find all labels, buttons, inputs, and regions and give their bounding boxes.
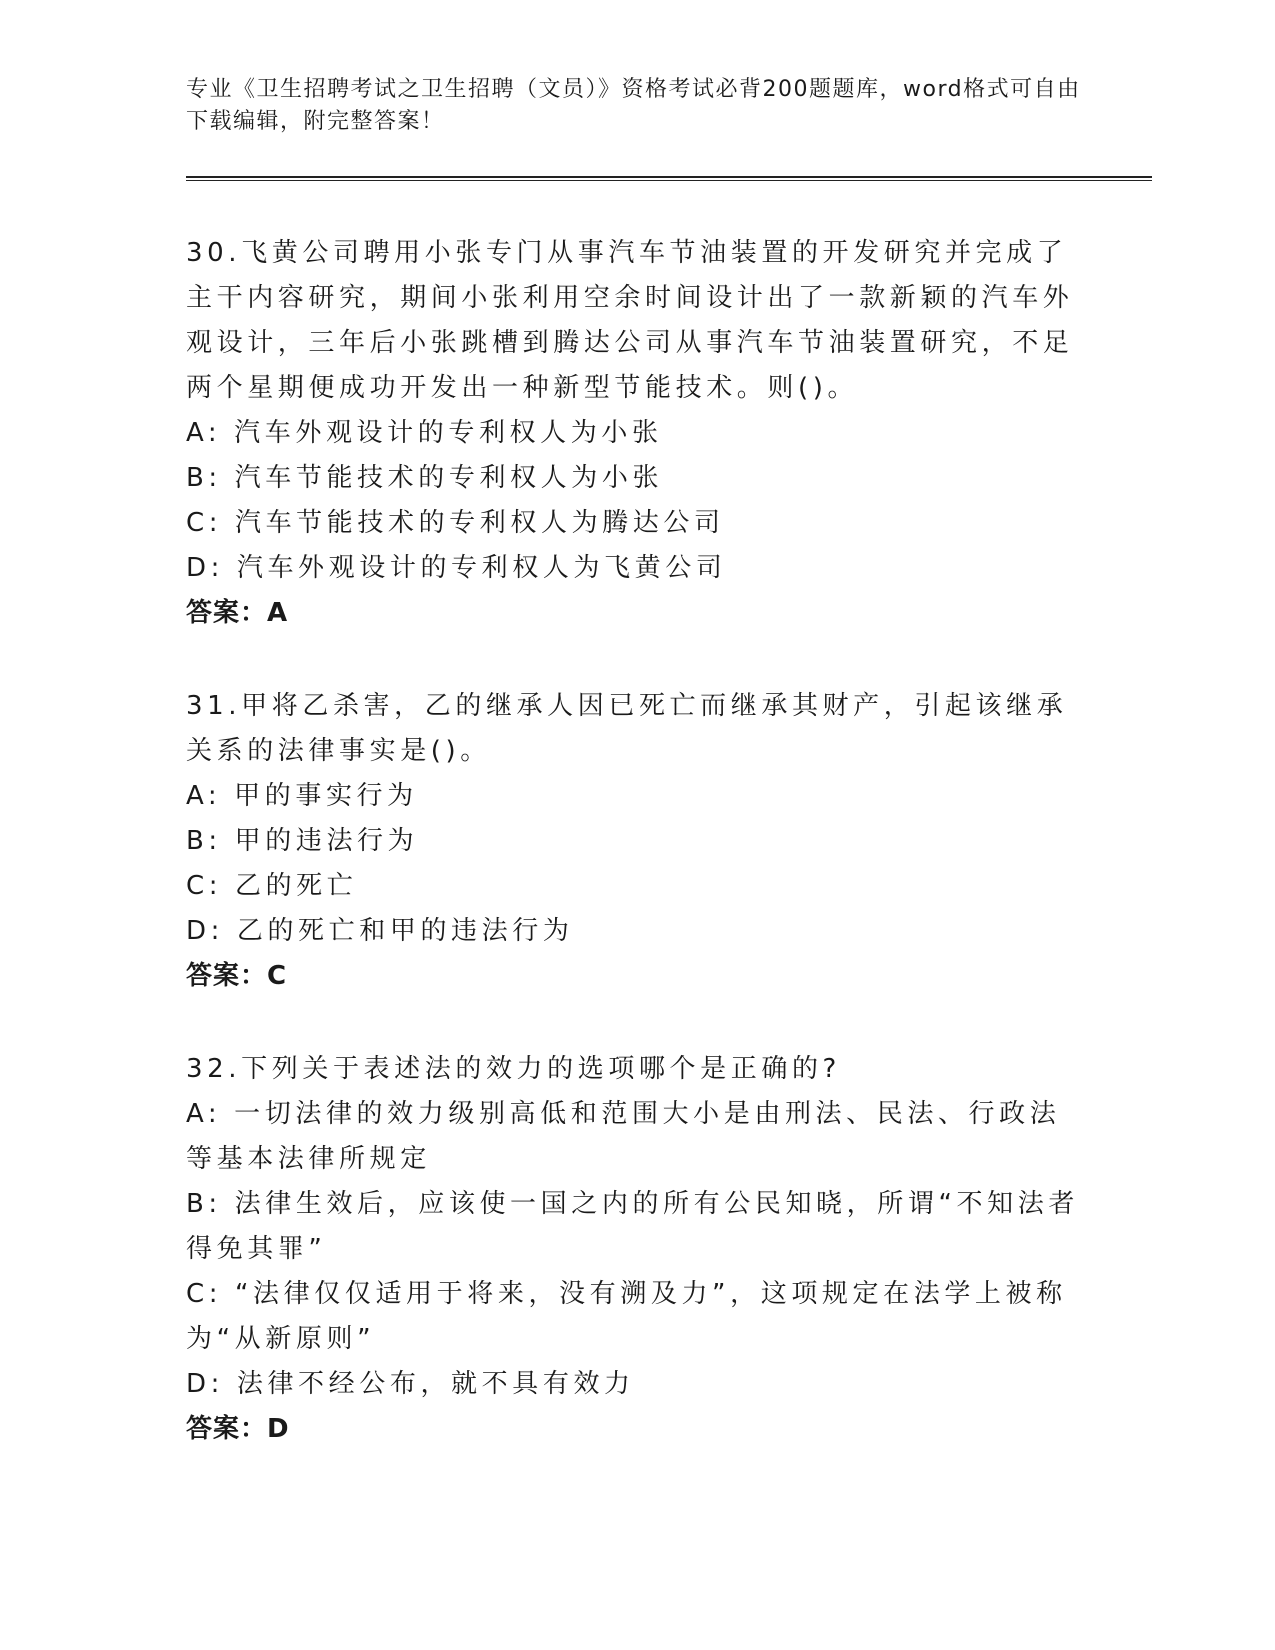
answer-line <box>186 1407 1086 1452</box>
option-a: A: 汽车外观设计的专利权人为小张 <box>186 418 663 448</box>
option-d: D: 法律不经公布，就不具有效力 <box>186 1369 635 1399</box>
answer-label: 答案： <box>186 1414 268 1444</box>
option-d: D: 汽车外观设计的专利权人为飞黄公司 <box>186 553 727 583</box>
option-b: B: 甲的违法行为 <box>186 826 419 856</box>
answer-line <box>186 954 1086 999</box>
option-a: A: 一切法律的效力级别高低和范围大小是由刑法、民法、行政法等基本法律所规定 <box>186 1099 1061 1174</box>
answer-value: D <box>267 1414 290 1444</box>
answer-label: 答案： <box>186 961 268 991</box>
answer-label: 答案： <box>186 598 268 628</box>
option-c: C: “法律仅仅适用于将来，没有溯及力”，这项规定在法学上被称为“从新原则” <box>186 1279 1067 1354</box>
question-stem: 32.下列关于表述法的效力的选项哪个是正确的? <box>186 1054 841 1084</box>
answer-value: A <box>267 598 289 628</box>
document-header: 专业《卫生招聘考试之卫生招聘（文员）》资格考试必背200题题库，word格式可自由下载编辑，附完整答案！ <box>186 77 1081 134</box>
option-b: B: 汽车节能技术的专利权人为小张 <box>186 463 664 493</box>
answer-value: C <box>267 961 288 991</box>
question-stem: 30.飞黄公司聘用小张专门从事汽车节油装置的开发研究并完成了主干内容研究，期间小张利用空余时间设计出了一款新颖的汽车外观设计，三年后小张跳槽到腾达公司从事汽车节油装置研究，不足两个星期便成功开发出一种新型节能技术。则()。 <box>186 238 1074 403</box>
answer-line <box>186 591 1086 636</box>
option-b: B: 法律生效后，应该使一国之内的所有公民知晓，所谓“不知法者得免其罪” <box>186 1189 1079 1264</box>
question-30 <box>186 231 1086 636</box>
question-stem: 31.甲将乙杀害，乙的继承人因已死亡而继承其财产，引起该继承关系的法律事实是()。 <box>186 691 1068 766</box>
question-list <box>186 231 1086 1500</box>
question-31 <box>186 684 1086 999</box>
option-c: C: 乙的死亡 <box>186 871 358 901</box>
option-d: D: 乙的死亡和甲的违法行为 <box>186 916 574 946</box>
option-c: C: 汽车节能技术的专利权人为腾达公司 <box>186 508 725 538</box>
question-32 <box>186 1047 1086 1452</box>
option-a: A: 甲的事实行为 <box>186 781 418 811</box>
header-divider <box>186 176 1152 181</box>
